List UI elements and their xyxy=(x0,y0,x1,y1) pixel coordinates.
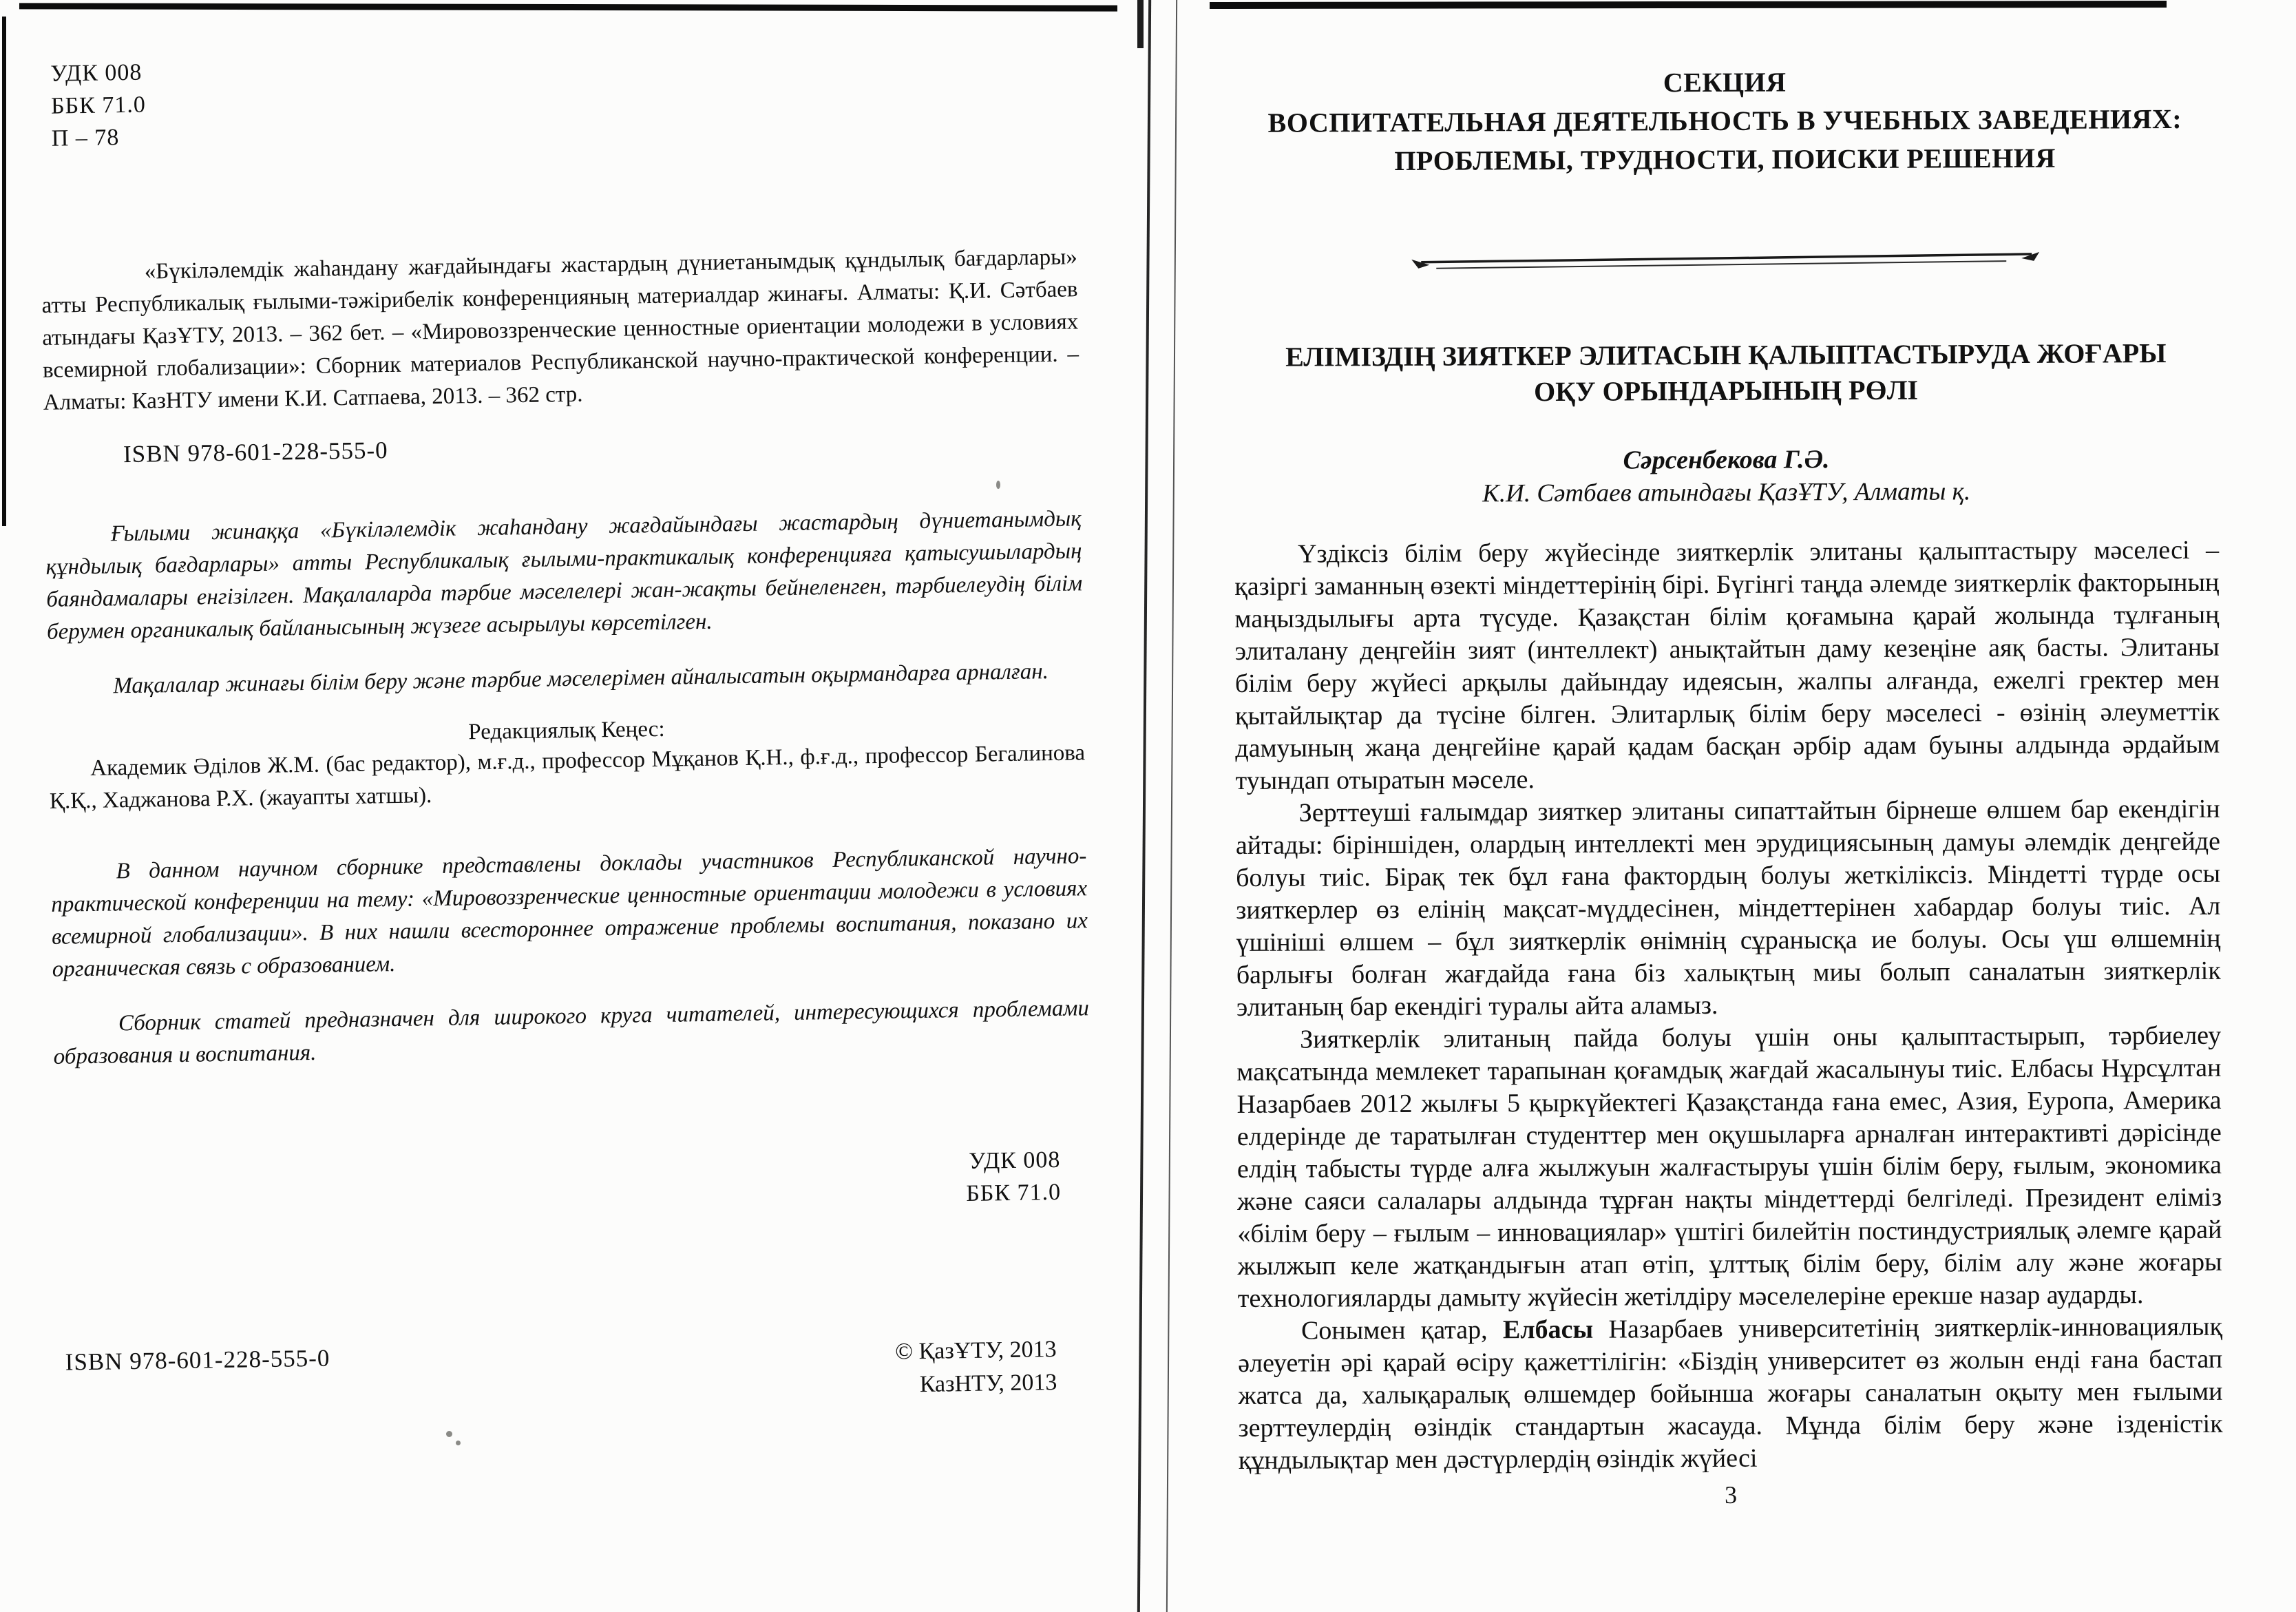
section-title-line1: ВОСПИТАТЕЛЬНАЯ ДЕЯТЕЛЬНОСТЬ В УЧЕБНЫХ ЗАВЕДЕНИЯХ: xyxy=(1267,103,2182,138)
scan-edge-top-left xyxy=(19,3,1117,11)
paragraph4-text-after: Назарбаев университетінің зияткерлік-инновациялық әлеуетін әрі қарай өсіру қажеттілігін: «Біздің университет өз жолын енді ғана бастап жатса да, халықаралық өлшемдер бойынша жоғары саналатын оқыту мен ғылыми зерттеулердің өзіндік стандартын жасауда. Мұнда білім беру және ізденістік құндылықтар мен дәстүрлердің өзіндік жүйесі xyxy=(1238,1312,2223,1475)
copyright-line-1: © ҚазҰТУ, 2013 xyxy=(894,1336,1057,1365)
body-paragraph-1: Үздіксіз білім беру жүйесінде зияткерлік элитаны қалыптастыру мәселесі – қазіргі заманның өзекті міндеттерінің бірі. Бүгінгі таңда әлемде зияткерлік факторының маңыздылығы арта түсуде. Қазақстан білім қоғамына қарай жолында тұлғаның элиталану деңгейін зият (интеллект) анықтайтын даму кезеңіне аяқ басты. Элитаны білім беру жүйесі арқылы дайындау идеясын, жалпы алғанда, ежелгі гректер мен қытайлықтар да түсіне білген. Элитарлық білім беру мәселесі - өзінің әлеуметтік дамуының жаңа деңгейіне қарай қадам басқан әрбір адам буыны алдында әрдайым туындап отыратын мәселе. xyxy=(1234,535,2220,795)
abstract-kazakh-2: Мақалалар жинағы білім беру және тәрбие мәселерімен айналысатын оқырмандарға арналған. xyxy=(113,658,1049,699)
scan-edge-top-right xyxy=(1210,1,2167,9)
body-paragraph-4 xyxy=(1238,1311,2223,1477)
section-header xyxy=(1232,61,2218,181)
editorial-board-heading: Редакциялық Кеңес: xyxy=(467,716,665,745)
decorative-divider xyxy=(1409,245,2042,275)
copyright-block xyxy=(895,1332,1095,1401)
page-number: 3 xyxy=(1724,1480,1738,1509)
author-affiliation: К.И. Сәтбаев атындағы ҚазҰТУ, Алматы қ. xyxy=(1482,477,1971,508)
right-page-article xyxy=(1232,65,2223,1612)
imprint-bottom-row xyxy=(58,1332,1095,1414)
bbk-code-bottom: ББК 71.0 xyxy=(966,1180,1062,1207)
abstract-russian-2: Сборник статей предназначен для широкого круга читателей, интересующихся проблемами образования и воспитания. xyxy=(53,995,1090,1069)
bibliographic-annotation: «Бүкіләлемдік жаһандану жағдайындағы жастардың дүниетанымдық құндылық бағдарлары» атты Республикалық ғылыми-тәжірибелік конференцияның материалдар жинағы. Алматы: Қ.И. Сәтбаев атындағы ҚазҰТУ, 2013. – 362 бет. – «Мировоззренческие ценностные ориентации молодежи в условиях всемирной глобализации»: Сборник материалов Республиканской научно-практической конференции. – Алматы: КазНТУ имени К.И. Сатпаева, 2013. – 362 стр. xyxy=(41,244,1079,415)
left-page-imprint xyxy=(38,59,1090,1612)
copyright-line-2: КазНТУ, 2013 xyxy=(919,1369,1057,1397)
article-author: Сәрсенбекова Г.Ә. xyxy=(1623,445,1830,475)
udk-code: УДК 008 xyxy=(50,59,143,87)
book-spine-line-1 xyxy=(1137,0,1151,1612)
paragraph4-text-before: Сонымен қатар, xyxy=(1300,1315,1504,1346)
isbn-bottom: ISBN 978-601-228-555-0 xyxy=(65,1344,330,1376)
udk-code-bottom: УДК 008 xyxy=(969,1147,1061,1174)
bbk-code: ББК 71.0 xyxy=(50,92,147,119)
classification-block-bottom xyxy=(55,1143,1092,1225)
article-body xyxy=(1234,534,2223,1477)
section-label: СЕКЦИЯ xyxy=(1663,66,1787,98)
body-paragraph-3: Зияткерлік элитаның пайда болуы үшін оны қалыптастырып, тәрбиелеу мақсатында мемлекет тарапынан қоғамдық жағдай жасалынуы тиіс. Елбасы Нұрсұлтан Назарбаев 2012 жылғы 5 қыркүйектегі Қазақстанда ғана емес, Азия, Еуропа, Америка елдерінде де таратылған студенттер мен оқушыларға арналған интерактивті дәрісінде елдің табысты түрде алға жылжуын жалғастыруы үшін білім беру, ғылым, экономика және саяси салалары алдында тұрған нақты міндеттерді белгіледі. Президент еліміз «білім беру – ғылым – инновациялар» үштігі билейтін постиндустриялық әлемге қарай жылжып келе жатқандығын атап өтіп, ұлттық білім беру, білім алу және жоғары технологияларды дамыту жүйесін жетілдіру мәселелеріне ерекше назар аударды. xyxy=(1236,1020,2222,1313)
section-title-line2: ПРОБЛЕМЫ, ТРУДНОСТИ, ПОИСКИ РЕШЕНИЯ xyxy=(1394,142,2056,176)
isbn-top: ISBN 978-601-228-555-0 xyxy=(123,436,388,468)
article-title: ЕЛІМІЗДІҢ ЗИЯТКЕР ЭЛИТАСЫН ҚАЛЫПТАСТЫРУДА ЖОҒАРЫ ОҚУ ОРЫНДАРЫНЫҢ РӨЛІ xyxy=(1285,337,2167,408)
spine-top-mark xyxy=(1137,0,1144,48)
left-page-content xyxy=(38,42,1095,1414)
body-paragraph-2: Зерттеуші ғалымдар зияткер элитаны сипаттайтын бірнеше өлшем бар екендігін айтады: біріншіден, олардың интеллекті мен эрудициясының дамуы әлемдік деңгейде болуы тиіс. Бірақ тек бұл ғана фактордың болуы жеткіліксіз. Міндетті түрде осы зияткерлер өз елінің мақсат-мүддесінен, міндеттерінен хабардар болуы тиіс. Ал үшініші өлшем – бұл зияткерлік өнімнің сұранысқа ие болуы. Осы үш өлшемнің барлығы болған жағдайда ғана біз халықтың миы болып саналатын зияткерлік элитаның бар екендігі туралы айта аламыз. xyxy=(1235,794,2221,1022)
editorial-board-members: Академик Әділов Ж.М. (бас редактор), м.ғ.д., профессор Мұқанов Қ.Н., ф.ғ.д., профессор Бегалинова Қ.Қ., Хаджанова Р.Х. (жауапты хатшы). xyxy=(49,740,1086,814)
abstract-kazakh-1: Ғылыми жинаққа «Бүкіләлемдік жаһандану жағдайындағы жастардың дүниетанымдық құндылық бағдарлары» атты Республикалық ғылыми-практикалық конференцияға қатысушылардың баяндамалары енгізілген. Мақалаларда тәрбие мәселелері жан-жақты бейнеленген, тәрбиелеудің білім берумен органикалық байланысының жүзеге асырылуы көрсетілген. xyxy=(45,505,1083,645)
author-sign-code: П – 78 xyxy=(51,124,120,151)
book-spine-line-2 xyxy=(1166,0,1177,1612)
scan-edge-left xyxy=(2,17,6,526)
paragraph4-bold-word: Елбасы xyxy=(1502,1315,1594,1345)
right-page-content xyxy=(1232,61,2223,1511)
classification-block xyxy=(38,42,1075,155)
abstract-russian-1: В данном научном сборнике представлены доклады участников Республиканской научно-практической конференции на тему: «Мировоззренческие ценностные ориентации молодежи в условиях всемирной глобализации». В них нашли всестороннее отражение проблемы воспитания, показано их органическая связь с образованием. xyxy=(51,843,1088,982)
